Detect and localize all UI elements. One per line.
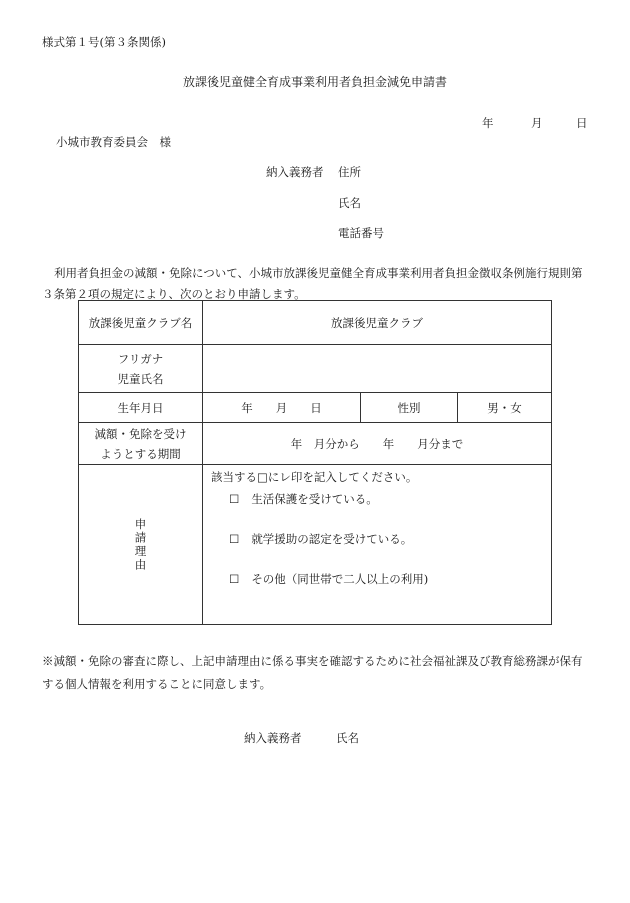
signature-name-label: 氏名 — [336, 731, 359, 745]
consent-note: ※減額・免除の審査に際し、上記申請理由に係る事実を確認するために社会福祉課及び教育総務課が保有する個人情報を利用することに同意します。 — [42, 654, 583, 691]
checkbox-other[interactable]: ☐ — [229, 572, 240, 586]
applicant-phone-label: 電話番号 — [338, 226, 384, 240]
option-other[interactable] — [229, 571, 428, 587]
reason-label: 申請理由 — [133, 517, 148, 572]
club-name-field[interactable]: 放課後児童クラブ — [203, 301, 552, 345]
option-welfare-label: 生活保護を受けている。 — [251, 492, 378, 506]
birth-row — [79, 393, 552, 423]
child-name-label: 児童氏名 — [117, 371, 164, 386]
applicant-name-label: 氏名 — [338, 196, 361, 210]
period-label-cell — [79, 423, 203, 465]
reason-field — [203, 465, 552, 625]
birthdate-field[interactable]: 年 月 日 — [203, 393, 361, 423]
signature-applicant-label: 納入義務者 — [244, 731, 302, 745]
date-month-label: 月 — [531, 116, 543, 130]
option-school-aid-label: 就学援助の認定を受けている。 — [251, 532, 413, 546]
club-name-label: 放課後児童クラブ名 — [79, 301, 203, 345]
gender-field[interactable]: 男・女 — [458, 393, 552, 423]
furigana-label: フリガナ — [117, 351, 164, 366]
child-name-label-cell — [79, 345, 203, 393]
applicant-label: 納入義務者 — [266, 165, 324, 179]
application-form-table — [78, 300, 552, 625]
applicant-address-label: 住所 — [338, 165, 361, 179]
option-school-aid[interactable] — [229, 531, 412, 547]
reason-row — [79, 465, 552, 625]
option-other-label: その他（同世帯で二人以上の利用) — [251, 572, 429, 586]
reason-label-cell — [79, 465, 203, 625]
period-row — [79, 423, 552, 465]
period-label-line1: 減額・免除を受け — [94, 426, 187, 441]
date-year-label: 年 — [482, 116, 494, 130]
child-name-row — [79, 345, 552, 393]
child-name-field[interactable] — [203, 345, 552, 393]
document-title: 放課後児童健全育成事業利用者負担金減免申請書 — [182, 75, 447, 89]
checkbox-welfare[interactable]: ☐ — [229, 492, 240, 506]
birthdate-label: 生年月日 — [79, 393, 203, 423]
period-field[interactable]: 年 月分から 年 月分まで — [203, 423, 552, 465]
option-welfare[interactable] — [229, 491, 378, 507]
gender-label: 性別 — [361, 393, 458, 423]
reason-instruction: 該当する□にレ印を記入してください。 — [211, 470, 418, 484]
club-row — [79, 301, 552, 345]
checkbox-school-aid[interactable]: ☐ — [229, 532, 240, 546]
application-statement: 利用者負担金の減額・免除について、小城市放課後児童健全育成事業利用者負担金徴収条例施行規則第３条第２項の規定により、次のとおり申請します。 — [42, 266, 583, 301]
form-number: 様式第１号(第３条関係) — [42, 35, 166, 49]
addressee: 小城市教育委員会 様 — [56, 135, 171, 149]
period-label-line2: ようとする期間 — [100, 446, 181, 461]
date-day-label: 日 — [576, 116, 588, 130]
